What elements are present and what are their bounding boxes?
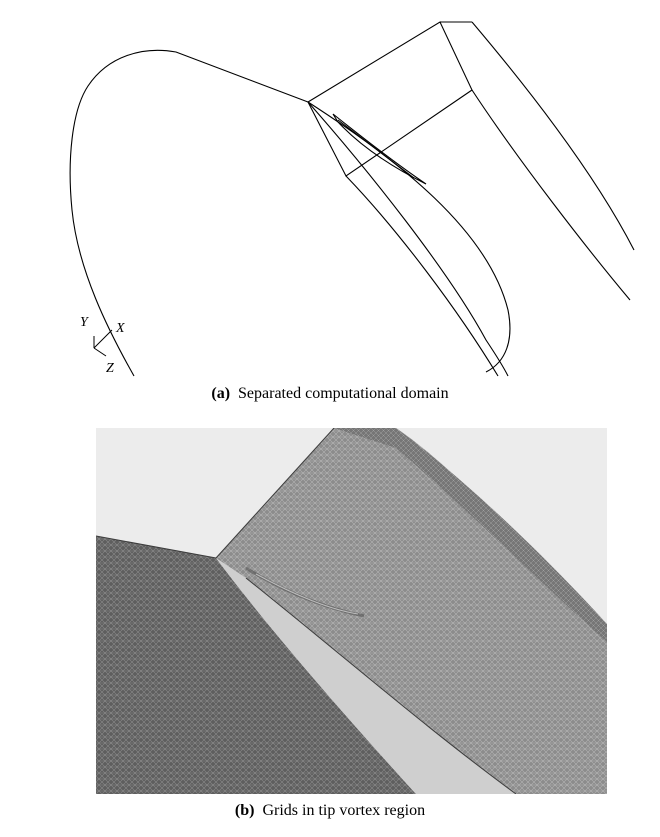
figure-b-mesh — [96, 428, 607, 794]
caption-b-tag: (b) — [234, 802, 255, 819]
caption-b-text: Grids in tip vortex region — [262, 802, 426, 819]
axis-y-label: Y — [80, 315, 88, 330]
caption-b — [0, 802, 660, 820]
figure-a-svg — [68, 10, 638, 378]
caption-a-tag: (a) — [211, 385, 231, 402]
axis-z-label: Z — [106, 361, 114, 376]
caption-a — [0, 385, 660, 403]
figure-b-svg — [96, 428, 607, 794]
figure-a-wireframe — [68, 10, 638, 378]
caption-a-text: Separated computational domain — [238, 385, 449, 402]
axis-x-label: X — [116, 321, 125, 336]
